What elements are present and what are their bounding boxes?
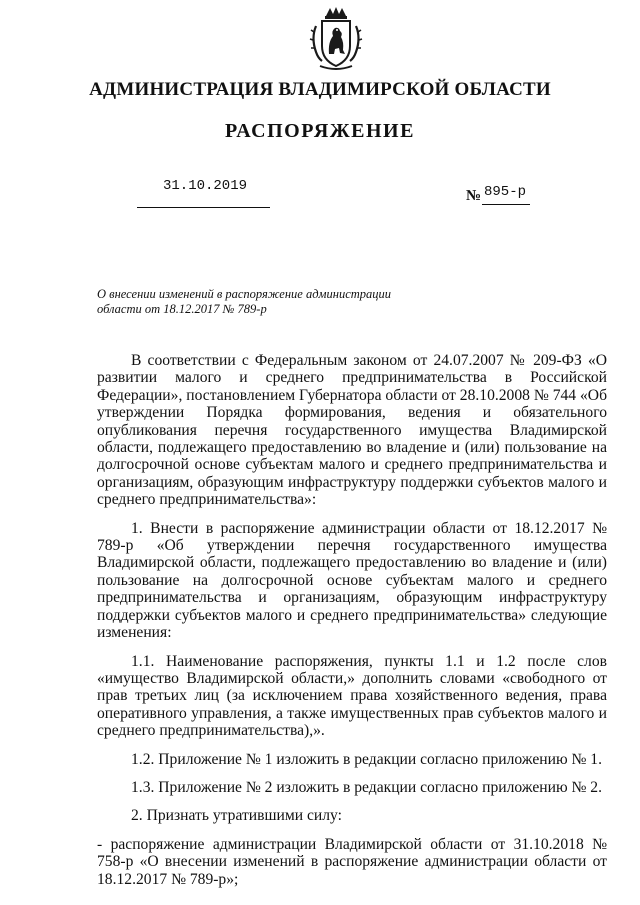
document-number: 895-р	[484, 184, 527, 200]
document-date: 31.10.2019	[162, 178, 247, 194]
document-body	[97, 352, 607, 899]
date-underline	[137, 207, 270, 208]
item-2-dash-paragraph: - распоряжение администрации Владимирской области от 31.10.2018 № 758-р «О внесении изменений в распоряжение администрации области от 18.12.2017 № 789-р»;	[97, 835, 607, 888]
number-sign: №	[466, 188, 482, 204]
item-1-3-paragraph: 1.3. Приложение № 2 изложить в редакции согласно приложению № 2.	[131, 778, 602, 796]
item-1-paragraph: 1. Внести в распоряжение администрации области от 18.12.2017 № 789-р «Об утверждении перечня государственного имущества Владимирской области, подлежащего предоставлению во владение и (или) пользование на долгосрочной основе субъектам малого и среднего предпринимательства и организациям, образующим инфраструктуру поддержки субъектов малого и среднего предпринимательства» следующие изменения:	[97, 519, 607, 642]
item-1-1-paragraph: 1.1. Наименование распоряжения, пункты 1.1 и 1.2 после слов «имущество Владимирской области,» дополнить словами «свободного от прав третьих лиц (за исключением права хозяйственного ведения, права оперативного управления, а также имущественных прав субъектов малого и среднего предпринимательства),».	[97, 652, 607, 740]
item-2-paragraph: 2. Признать утратившими силу:	[131, 807, 342, 825]
document-subject: О внесении изменений в распоряжение администрации области от 18.12.2017 № 789-р	[97, 287, 392, 316]
number-underline	[482, 204, 530, 205]
organization-title: АДМИНИСТРАЦИЯ ВЛАДИМИРСКОЙ ОБЛАСТИ	[89, 79, 551, 100]
item-1-2-paragraph: 1.2. Приложение № 1 изложить в редакции согласно приложению № 1.	[131, 750, 602, 768]
document-type-heading: РАСПОРЯЖЕНИЕ	[225, 120, 415, 142]
coat-of-arms-icon	[306, 6, 366, 72]
preamble-paragraph: В соответствии с Федеральным законом от 24.07.2007 № 209-ФЗ «О развитии малого и среднего предпринимательства в Российской Федерации», постановлением Губернатора области от 28.10.2008 № 744 «Об утверждении Порядка формирования, ведения и обязательного опубликования перечня государственного имущества Владимирской области, подлежащего предоставлению во владение и (или) пользование на долгосрочной основе субъектам малого и среднего предпринимательства и организациям, образующим инфраструктуру поддержки субъектов малого и среднего предпринимательства»:	[97, 352, 607, 509]
